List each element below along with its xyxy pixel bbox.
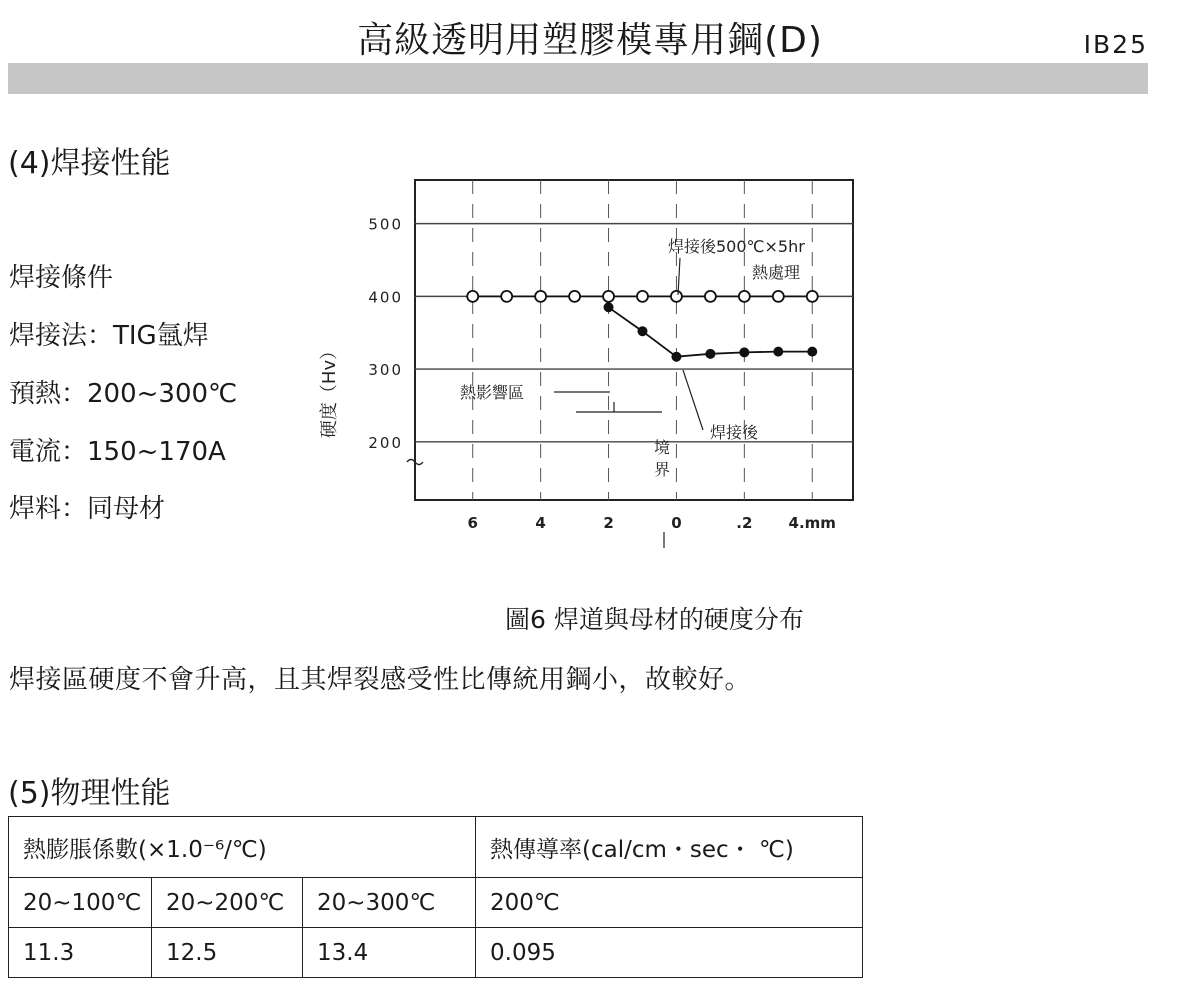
expansion-header: 熱膨脹係數(×1.0⁻⁶/℃) — [9, 817, 476, 878]
data-point-filled — [706, 349, 715, 358]
annotation-haz: 熱影響區 — [460, 383, 525, 402]
conductivity-header: 熱傳導率(cal/cm・sec・ ℃) — [476, 817, 863, 878]
data-point-open — [603, 291, 614, 302]
data-point-open — [671, 291, 682, 302]
figure-caption: 圖6 焊道與母材的硬度分布 — [505, 605, 804, 634]
y-axis-label: 硬度（Hv） — [319, 341, 340, 439]
welding-method: 焊接法：TIG氬焊 — [9, 321, 209, 351]
value-cell: 13.4 — [303, 928, 476, 978]
hardness-chart-svg — [300, 170, 880, 560]
value-cell: 0.095 — [476, 928, 863, 978]
welding-current: 電流：150~170A — [9, 437, 226, 467]
welding-preheat: 預熱：200~300℃ — [9, 379, 238, 409]
range-cell: 20~100℃ — [9, 878, 152, 928]
data-point-open — [501, 291, 512, 302]
data-point-open — [705, 291, 716, 302]
y-tick-label: 400 — [368, 288, 403, 307]
y-tick-label: 500 — [368, 215, 403, 234]
data-point-filled — [740, 348, 749, 357]
table-row — [9, 928, 863, 978]
x-tick-label: 2 — [603, 514, 614, 532]
data-point-filled — [638, 327, 647, 336]
chart-frame — [415, 180, 853, 500]
annotation-leader — [678, 258, 680, 295]
data-point-open — [569, 291, 580, 302]
data-point-filled — [672, 352, 681, 361]
table-header-row — [9, 817, 863, 878]
annotation-heat-treated-2: 熱處理 — [752, 263, 801, 282]
physical-heading: (5)物理性能 — [8, 776, 171, 811]
hardness-chart — [300, 170, 880, 560]
range-cell: 200℃ — [476, 878, 863, 928]
y-tick-label: 300 — [368, 361, 403, 380]
data-point-filled — [604, 303, 613, 312]
annotation-boundary: 境 — [654, 438, 671, 457]
data-point-filled — [774, 347, 783, 356]
physical-properties-table — [8, 816, 863, 978]
header-bar — [8, 63, 1148, 94]
x-tick-label: 4.mm — [788, 514, 836, 532]
annotation-heat-treated: 焊接後500℃×5hr — [668, 237, 805, 256]
x-tick-label: .2 — [736, 514, 753, 532]
data-point-open — [535, 291, 546, 302]
welding-conclusion: 焊接區硬度不會升高，且其焊裂感受性比傳統用鋼小，故較好。 — [9, 665, 752, 695]
annotation-boundary: 界 — [654, 460, 671, 479]
document-code: IB25 — [1083, 30, 1148, 59]
x-tick-label: 4 — [535, 514, 546, 532]
welding-filler: 焊料：同母材 — [9, 494, 166, 524]
document-title: 高級透明用塑膠模專用鋼(D) — [357, 20, 823, 61]
welding-heading: (4)焊接性能 — [8, 146, 171, 181]
y-tick-label: 200 — [368, 433, 403, 452]
data-point-open — [467, 291, 478, 302]
value-cell: 11.3 — [9, 928, 152, 978]
data-point-filled — [808, 347, 817, 356]
x-tick-label: 0 — [671, 514, 682, 532]
data-point-open — [739, 291, 750, 302]
x-tick-label: 6 — [467, 514, 478, 532]
data-point-open — [807, 291, 818, 302]
data-point-open — [637, 291, 648, 302]
table-row — [9, 878, 863, 928]
welding-condition-title: 焊接條件 — [9, 263, 114, 293]
value-cell: 12.5 — [152, 928, 303, 978]
range-cell: 20~300℃ — [303, 878, 476, 928]
annotation-leader — [683, 370, 703, 430]
data-point-open — [773, 291, 784, 302]
annotation-as-welded: 焊接後 — [710, 423, 759, 442]
range-cell: 20~200℃ — [152, 878, 303, 928]
